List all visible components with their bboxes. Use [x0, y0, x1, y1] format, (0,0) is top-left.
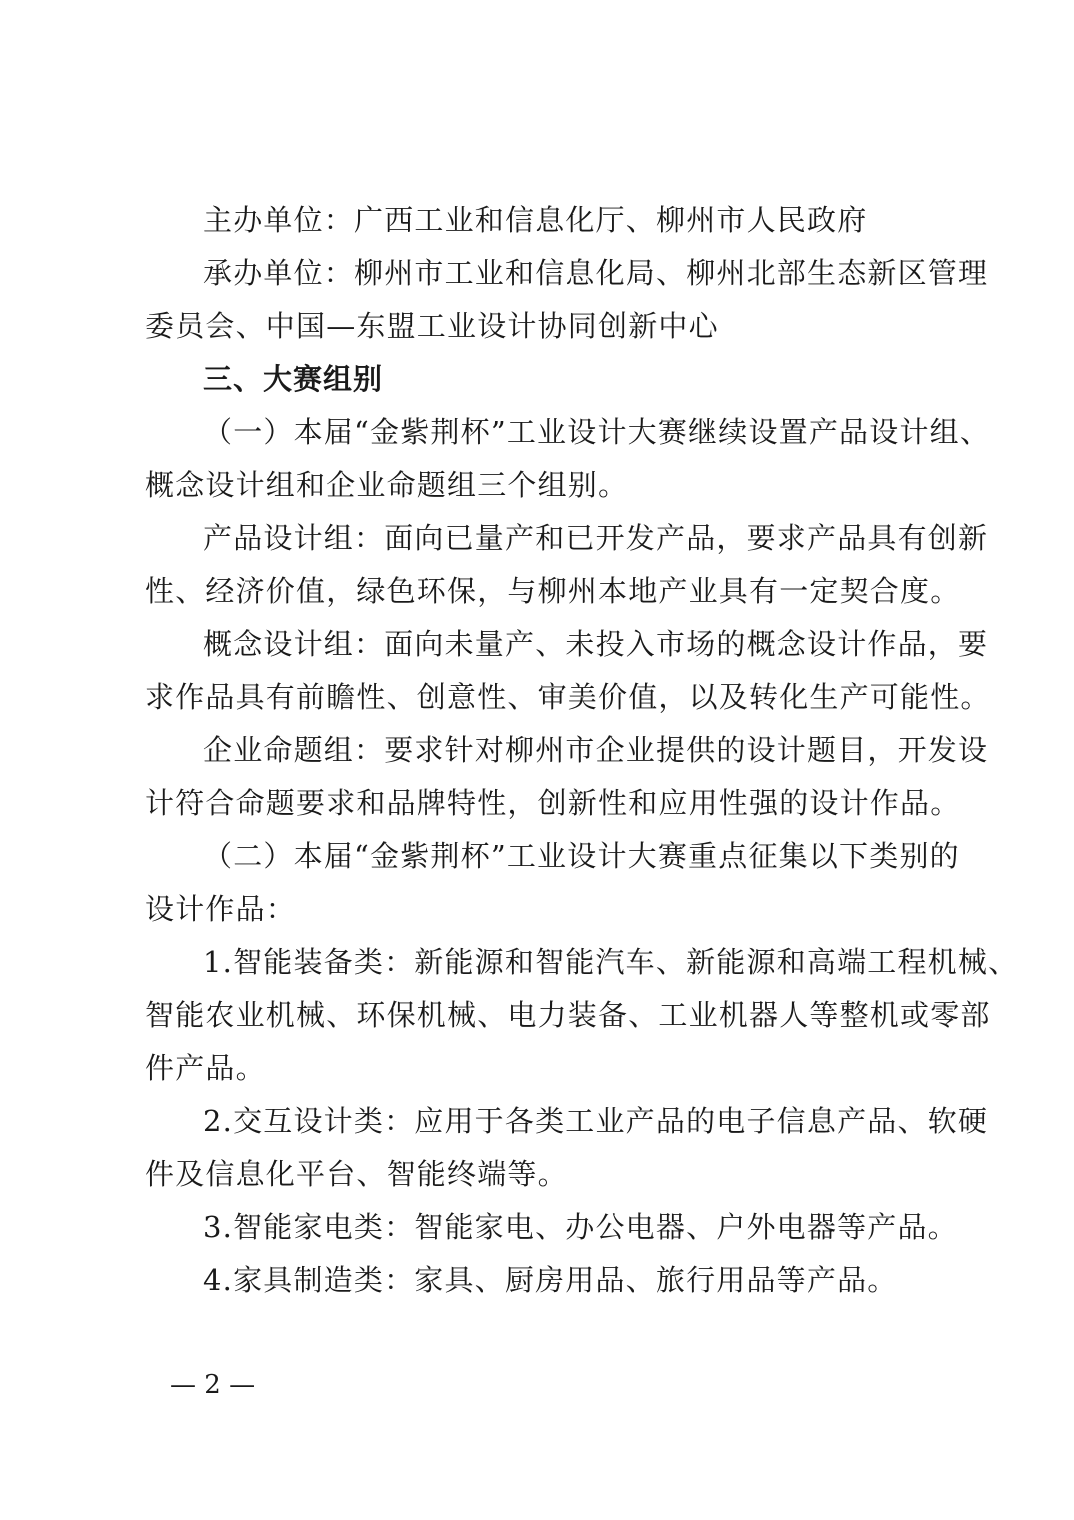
- paragraph-line: 概念设计组和企业命题组三个组别。: [145, 468, 629, 502]
- paragraph-line: 性、经济价值，绿色环保，与柳州本地产业具有一定契合度。: [145, 574, 961, 608]
- co-organizer-line: 承办单位：柳州市工业和信息化局、柳州北部生态新区管理: [203, 256, 989, 290]
- page-number: — 2 —: [170, 1370, 256, 1400]
- co-organizer-line-continued: 委员会、中国—东盟工业设计协同创新中心: [145, 309, 719, 343]
- list-item-line: 2.交互设计类：应用于各类工业产品的电子信息产品、软硬: [203, 1104, 989, 1138]
- list-item-line: 1.智能装备类：新能源和智能汽车、新能源和高端工程机械、: [203, 945, 1019, 979]
- paragraph-line: （一）本届“金紫荆杯”工业设计大赛继续设置产品设计组、: [203, 415, 991, 449]
- paragraph-line: 计符合命题要求和品牌特性，创新性和应用性强的设计作品。: [145, 786, 961, 820]
- section-heading: 三、大赛组别: [203, 362, 384, 396]
- list-item-line: 3.智能家电类：智能家电、办公电器、户外电器等产品。: [203, 1210, 958, 1244]
- paragraph-line: 设计作品：: [145, 892, 297, 926]
- paragraph-line: 求作品具有前瞻性、创意性、审美价值，以及转化生产可能性。: [145, 680, 991, 714]
- list-item-line: 4.家具制造类：家具、厨房用品、旅行用品等产品。: [203, 1263, 898, 1297]
- paragraph-line: 产品设计组：面向已量产和已开发产品，要求产品具有创新: [203, 521, 989, 555]
- list-item-line: 件产品。: [145, 1051, 266, 1085]
- list-item-line: 件及信息化平台、智能终端等。: [145, 1157, 568, 1191]
- paragraph-line: （二）本届“金紫荆杯”工业设计大赛重点征集以下类别的: [203, 839, 960, 873]
- paragraph-line: 企业命题组：要求针对柳州市企业提供的设计题目，开发设: [203, 733, 989, 767]
- list-item-line: 智能农业机械、环保机械、电力装备、工业机器人等整机或零部: [145, 998, 991, 1032]
- organizer-line: 主办单位：广西工业和信息化厅、柳州市人民政府: [203, 203, 868, 237]
- paragraph-line: 概念设计组：面向未量产、未投入市场的概念设计作品，要: [203, 627, 989, 661]
